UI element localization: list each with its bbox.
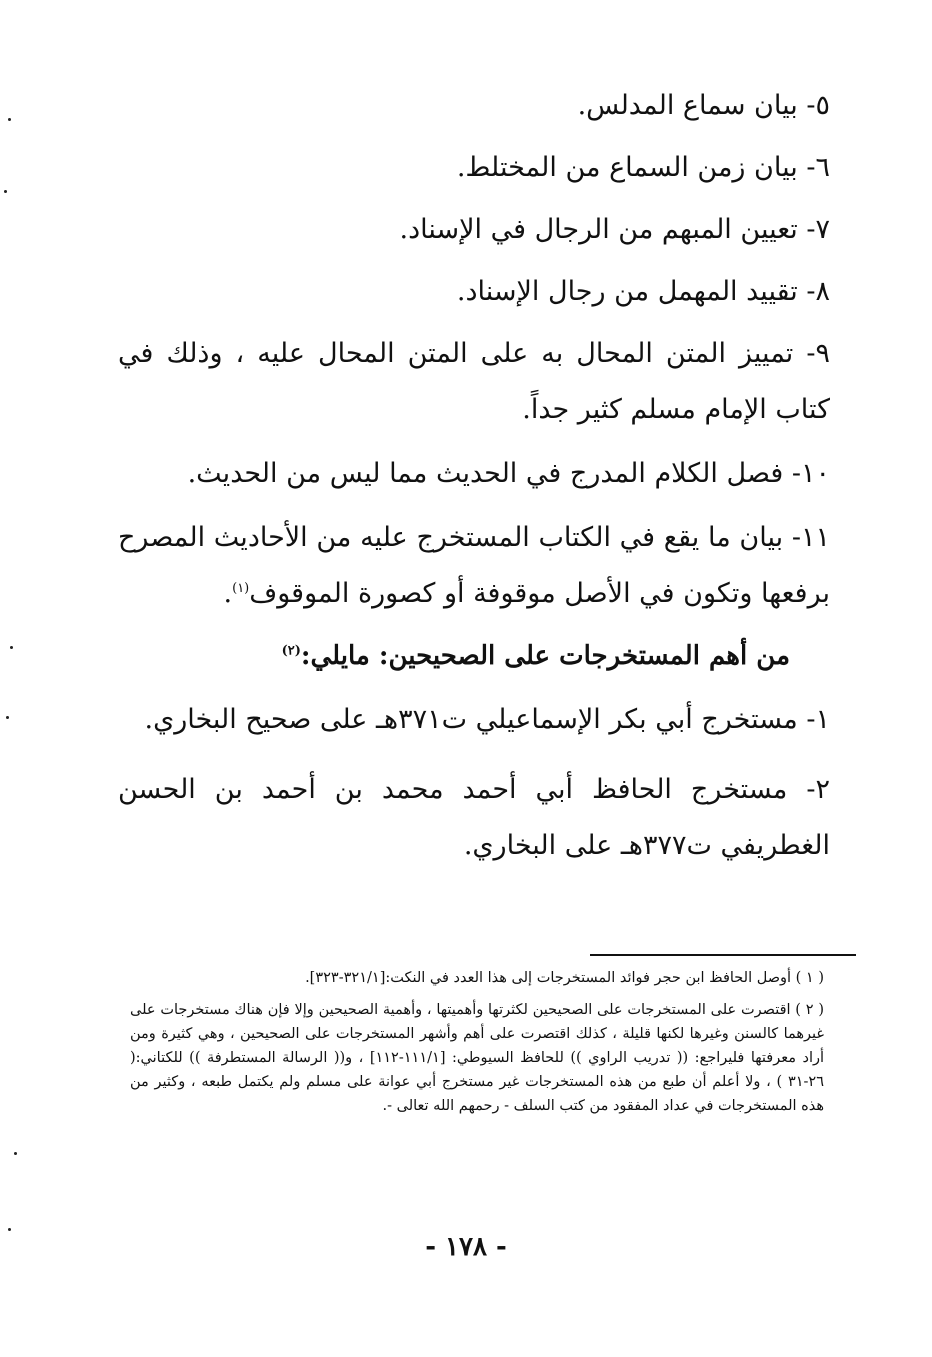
- footnote-separator: [590, 954, 856, 956]
- footnotes: [130, 966, 842, 1126]
- section-heading: [118, 630, 830, 682]
- list-item-6: ٦- بيان زمن السماع من المختلط.: [456, 152, 830, 183]
- footnote-2: ( ٢ ) اقتصرت على المستخرجات على الصحيحين لكثرتها وأهميتها ، وأهمية الصحيحين وإلا فإن هناك مستخرجات على غيرهما كالسنن وغيرها لكنها قليلة ، كذلك اقتصرت على أهم وأشهر المستخرجات على الصحيحين ، وهي كثيرة ومن أراد معرفتها فليراجع: (( تدريب الراوي )) للحافظ السيوطي: [١١١/١-١١٢] ، و(( الرسالة المستطرفة )) للكتاني:( ٢٦-٣١ ) ، ولا أعلم أن طبع من هذه المستخرجات غير مستخرج أبي عوانة على مسلم ولم يكتمل طبعه ، وكثير من هذه المستخرجات في عداد المفقود من كتب السلف - رحمهم الله تعالى -.: [130, 1002, 824, 1114]
- scan-speck: [8, 1228, 11, 1231]
- section-heading-text: من أهم المستخرجات على الصحيحين: مايلي:: [300, 641, 790, 671]
- list-item-11-text: ١١- بيان ما يقع في الكتاب المستخرج عليه من الأحاديث المصرح برفعها وتكون في الأصل موقوفة أو كصورة الموقوف: [118, 522, 830, 609]
- scan-speck: [8, 118, 11, 121]
- footnote-ref-2[interactable]: (٢): [281, 643, 301, 659]
- footnote-1: ( ١ ) أوصل الحافظ ابن حجر فوائد المستخرجات إلى هذا العدد في النكت:[٣٢١/١-٣٢٣].: [305, 970, 824, 986]
- list-item-11: [118, 510, 830, 622]
- scan-speck: [10, 646, 13, 649]
- mustakhraj-item-2: ٢- مستخرج الحافظ أبي أحمد محمد بن أحمد بن الحسن الغطريفي ت٣٧٧هـ على البخاري.: [118, 774, 830, 861]
- scan-speck: [6, 716, 9, 719]
- list-item-7: ٧- تعيين المبهم من الرجال في الإسناد.: [399, 214, 830, 245]
- list-item-10: ١٠- فصل الكلام المدرج في الحديث مما ليس من الحديث.: [187, 458, 830, 489]
- list-item-9: ٩- تمييز المتن المحال به على المتن المحال عليه ، وذلك في كتاب الإمام مسلم كثير جداً.: [118, 338, 830, 425]
- list-item-11-end: .: [223, 578, 233, 609]
- mustakhraj-item-1: ١- مستخرج أبي بكر الإسماعيلي ت٣٧١هـ على صحيح البخاري.: [144, 704, 830, 735]
- list-item-8: ٨- تقييد المهمل من رجال الإسناد.: [456, 276, 830, 307]
- footnote-ref-1[interactable]: (١): [232, 581, 250, 596]
- page-number: - ١٧٨ -: [425, 1232, 507, 1262]
- list-item-5: ٥- بيان سماع المدلس.: [577, 90, 830, 121]
- scan-speck: [4, 190, 7, 193]
- main-text: [118, 78, 830, 888]
- scan-speck: [14, 1152, 17, 1155]
